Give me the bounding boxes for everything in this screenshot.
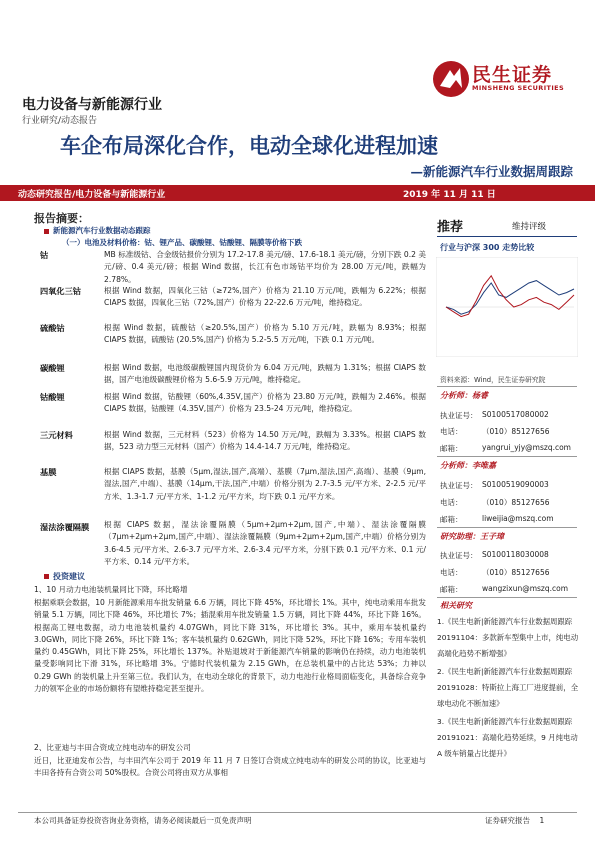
analyst-title: 分析师：李唯嘉 xyxy=(440,461,496,470)
footer-divider xyxy=(18,812,577,813)
footer-label: 证券研究报告 1 xyxy=(485,816,545,825)
label: 执业证号： xyxy=(440,551,478,560)
analyst-title: 分析师：杨睿 xyxy=(440,391,488,400)
assistant-title: 研究助理：王子璋 xyxy=(440,532,504,541)
footer-disclaimer: 本公司具备证券投资咨询业务资格，请务必阅读最后一页免责声明 xyxy=(34,816,252,825)
related-item[interactable]: 2.《民生电新|新能源汽车行业数据周跟踪 20191028：特斯拉上海工厂进度提前，全球电动化不断加速》 xyxy=(437,667,579,708)
row-label: 四氧化三钴 xyxy=(40,286,81,296)
row-text: 根据 Wind 数据，四氧化三钴（≥72%,国产）价格为 21.10 万元/吨，跌幅为 6.22%；根据 CIAPS 数据，四氧化三钴（72%,国产）价格为 22-22.6 万元/吨，维持稳定。 xyxy=(104,286,426,308)
divider xyxy=(437,527,577,528)
subsection-heading: （一）电池及材料价格：钴、锂产品、碳酸锂、钴酸锂、隔膜等价格下跌 xyxy=(62,238,302,247)
logo-text: 民生证券 xyxy=(472,64,553,86)
bullet-icon xyxy=(44,229,49,234)
row-text: MB 标准级钴、合金级钴报价分别为 17.2-17.8 美元/磅、17.6-18.1 美元/磅，分别下跌 0.2 美元/磅、0.4 美元/磅；根据 Wind 数据，长江有色市场钴平均价为 28.00 万元/吨，跌幅为 2.78%。 xyxy=(104,250,426,284)
row-label: 湿法涂覆隔膜 xyxy=(40,522,90,532)
label: 电话： xyxy=(440,427,463,436)
row-label: 碳酸锂 xyxy=(40,363,65,373)
section-heading: 新能源汽车行业数据动态跟踪 xyxy=(44,225,151,236)
logo-mark-icon xyxy=(432,60,470,98)
chart-title: 行业与沪深 300 走势比较 xyxy=(440,243,535,252)
divider xyxy=(437,456,577,457)
email-link[interactable]: wangzixun@mszq.com xyxy=(482,584,569,593)
label: 电话： xyxy=(440,498,463,507)
divider xyxy=(437,236,577,237)
chart-source: 资料来源：Wind，民生证券研究院 xyxy=(440,376,546,384)
phone: （010）85127656 xyxy=(482,498,550,507)
row-text: 根据 CIAPS 数据，湿法涂覆隔膜（5μm+2μm+2μm,国产,中端）、湿法涂覆隔膜（7μm+2μm+2μm,国产,中端）、湿法涂覆隔膜（9μm+2μm+2μm,国产,中端）价格分别为 3.6-4.5 元/平方米、2.6-3.7 元/平方米、2.6-3.4 元/平方米，分别下跌 0.1 元/平方米、0.1 元/平方米、0.14 元/平方米。 xyxy=(104,520,426,566)
related-title: 相关研究 xyxy=(440,601,472,610)
rating: 维持评级 xyxy=(512,222,547,232)
email-link[interactable]: liweijia@mszq.com xyxy=(482,514,554,523)
phone: （010）85127656 xyxy=(482,568,550,577)
investment-point-2: 近日，比亚迪发布公告，与丰田汽车公司于 2019 年 11 月 7 日签订合资成立纯电动车的研发公司的协议，比亚迪与丰田各持有合资公司 50%股权。合资公司将由双方从事相 xyxy=(34,756,426,778)
cert-number: S0100118030008 xyxy=(482,550,549,559)
related-item[interactable]: 3.《民生电新|新能源汽车行业数据周跟踪 20191021：高端化趋势延续，9 月纯电动 A 级车销量占比提升》 xyxy=(437,717,578,758)
label: 电话： xyxy=(440,568,463,577)
label: 执业证号： xyxy=(440,481,478,490)
investment-point-1: 根据乘联会数据，10 月新能源乘用车批发销量 6.6 万辆，同比下降 45%，环比增长 1%。其中，纯电动乘用车批发销量 5.1 万辆，同比下降 46%，环比增长 7%；插混乘用车批发销量 1.5 万辆，同比下降 44%，环比下降 16%。根据高工锂电数据，动力电池装机量约 4.07GWh，同比下降 31%，环比增长 3%。其中，乘用车装机量约 3.0GWh，同比下降 26%，环比下降 1%；客车装机量约 0.62GWh，同比下降 52%，环比下降 16%；专用车装机量约 0.45GWh，同比下降 25%，环比增长 137%。补贴退坡对于新能源汽车销量的影响仍在持续，动力电池装机量受影响同比下滑 31%，环比略增 3%。宁德时代装机量为 2.15 GWh，在总装机量中的占比达 53%；力神以 0.29 GWh 的装机量上升至第三位。我们认为，在电动全球化的背景下，动力电池行业格局面临变化，具备综合竞争力的领军企业的市场份额将有望维持稳定甚至提升。 xyxy=(34,598,426,694)
recommendation: 推荐 xyxy=(437,220,464,235)
label: 邮箱： xyxy=(440,444,463,453)
row-text: 根据 Wind 数据，钴酸锂（60%,4.35V,国产）价格为 23.80 万元/吨，跌幅为 2.46%。根据 CIAPS 数据，钴酸锂（4.35V,国产）价格为 23.5-24 万元/吨，维持稳定。 xyxy=(104,392,426,414)
header-band xyxy=(0,185,595,201)
logo-text-en: MINSHENG SECURITIES xyxy=(472,84,565,92)
cert-number: S0100519090003 xyxy=(482,480,549,489)
investment-point-1-title: 1、10 月动力电池装机量同比下降，环比略增 xyxy=(34,585,188,594)
label: 邮箱： xyxy=(440,515,463,524)
trend-chart xyxy=(436,257,578,357)
row-label: 钴酸锂 xyxy=(40,392,65,402)
cert-number: S0100517080002 xyxy=(482,410,549,419)
company-logo xyxy=(432,60,572,100)
report-category: 行业研究/动态报告 xyxy=(22,116,98,126)
bullet-icon xyxy=(44,574,49,579)
row-label: 钴 xyxy=(40,250,49,260)
row-text: 根据 Wind 数据，硫酸钴（≥20.5%,国产）价格为 5.10 万元/吨，跌幅为 8.93%；根据 CIAPS 数据，硫酸钴 (20.5%,国产) 价格为 5.2-5.5 万元/吨，下跌 0.1 万元/吨。 xyxy=(104,323,426,345)
band-category: 动态研究报告/电力设备与新能源行业 xyxy=(18,190,166,200)
investment-point-2-title: 2、比亚迪与丰田合资成立纯电动车的研发公司 xyxy=(34,743,191,752)
row-label: 基膜 xyxy=(40,467,57,477)
divider xyxy=(437,386,577,387)
report-subtitle: —新能源汽车行业数据周跟踪 xyxy=(410,164,573,179)
report-title: 车企布局深化合作，电动全球化进程加速 xyxy=(60,134,438,158)
investment-heading: 投资建议 xyxy=(44,571,85,582)
row-label: 三元材料 xyxy=(40,430,73,440)
phone: （010）85127656 xyxy=(482,427,550,436)
row-text: 根据 Wind 数据，三元材料（523）价格为 14.50 万元/吨，跌幅为 3.33%。根据 CIAPS 数据，523 动力型三元材料（国产）价格为 14.4-14.7 万元/吨，维持稳定。 xyxy=(104,430,426,452)
industry-name: 电力设备与新能源行业 xyxy=(22,97,162,113)
row-text: 根据 CIAPS 数据，基膜（5μm,湿法,国产,高端）、基膜（7μm,湿法,国产,高端）、基膜（9μm,湿法,国产,中端）、基膜（14μm,干法,国产,中端）价格分别为 2.7-3.5 元/平方米、2-2.5 元/平方米、1.3-1.7 元/平方米、1-1.2 元/平方米，均下跌 0.1 元/平方米。 xyxy=(104,467,426,501)
band-date: 2019 年 11 月 11 日 xyxy=(403,190,496,200)
abstract-title: 报告摘要： xyxy=(34,212,89,225)
row-text: 根据 Wind 数据，电池级碳酸锂国内现货价为 6.04 万元/吨，跌幅为 1.31%；根据 CIAPS 数据，国产电池级碳酸锂价格为 5.6-5.9 万元/吨，维持稳定。 xyxy=(104,363,426,385)
page-number: 1 xyxy=(539,816,545,825)
label: 执业证号： xyxy=(440,411,478,420)
divider xyxy=(437,597,577,598)
email-link[interactable]: yangrui_yjy@mszq.com xyxy=(482,443,571,452)
related-item[interactable]: 1.《民生电新|新能源汽车行业数据周跟踪 20191104：多款新车型集中上市，纯电动高端化趋势不断增强》 xyxy=(437,617,579,658)
label: 邮箱： xyxy=(440,585,463,594)
row-label: 硫酸钴 xyxy=(40,323,65,333)
